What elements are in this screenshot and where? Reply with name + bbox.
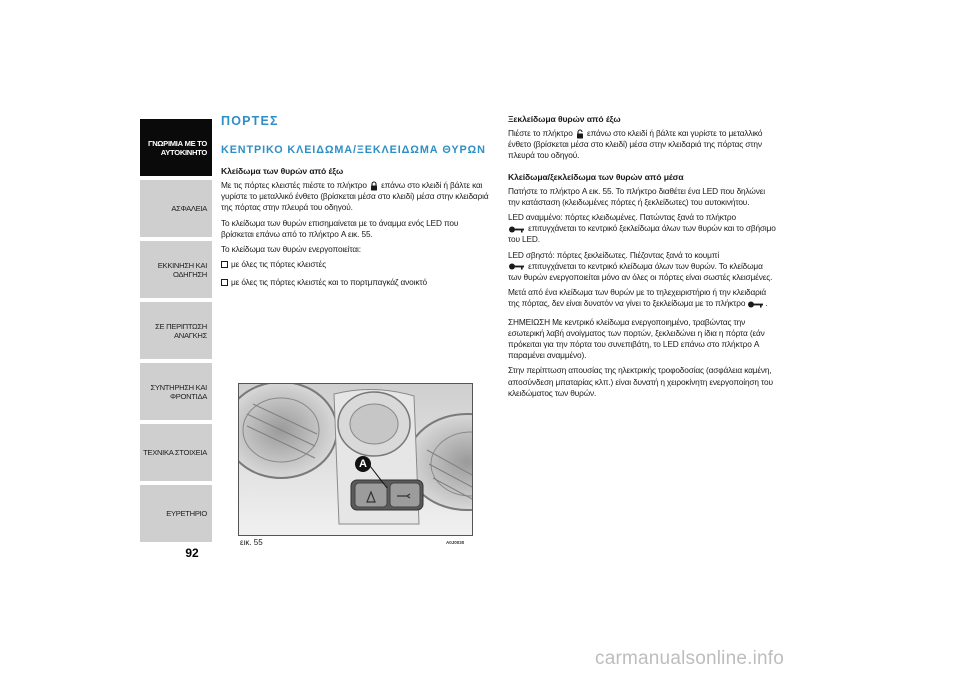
right-column	[508, 112, 778, 403]
tab-technical-data[interactable]: ΤΕΧΝΙΚΑ ΣΤΟΙΧΕΙΑ	[140, 422, 212, 481]
section-title: ΠΟΡΤΕΣ	[221, 114, 279, 128]
tab-index[interactable]: ΕΥΡΕΤΗΡΙΟ	[140, 483, 212, 542]
callout-a-badge: A	[355, 456, 371, 472]
paragraph-led-indication: Το κλείδωμα των θυρών επισημαίνεται με το άναμμα ενός LED που βρίσκεται επάνω από το πλήκτρο A εικ. 55.	[221, 217, 459, 239]
figure-caption: εικ. 55	[240, 538, 263, 547]
checkbox-bullet-icon	[221, 261, 228, 268]
paragraph-unlock-outside: Πιέστε το πλήκτρο επάνω στο κλειδί ή βάλτε και γυρίστε το μεταλλικό ένθετο (βρίσκεται μέσα στο κλειδί) μέσα στην κλειδαριά της πόρτας στην πλευρά του οδηγού.	[508, 128, 763, 161]
paragraph-after-remote-lock: Μετά από ένα κλείδωμα των θυρών με το τηλεχειριστήριο ή την κλειδαριά της πόρτας, δεν είναι δυνατόν να γίνει το ξεκλείδωμα με το πλήκτρο .	[508, 287, 768, 309]
list-item: με όλες τις πόρτες κλειστές και το πορτμπαγκάζ ανοικτό	[221, 277, 489, 292]
paragraph-lock-outside: Με τις πόρτες κλειστές πιέστε το πλήκτρο επάνω στο κλειδί ή βάλτε και γυρίστε το μεταλλικό ένθετο (βρίσκεται μέσα στο κλειδί) μέσα στην κλειδαριά της πόρτας στην πλευρά του οδηγού.	[221, 180, 489, 213]
paragraph-led-off: LED σβηστό: πόρτες ξεκλείδωτες. Πιέζοντας ξανά το κουμπί επιτυγχάνεται το κεντρικό κλείδωμα όλων των θυρών. Το κλείδωμα των θυρών ενεργοποιείται μόνο αν όλες οι πόρτες είναι σωστές κλεισμένες.	[508, 249, 773, 283]
heading-lock-outside: Κλείδωμα των θυρών από έξω	[221, 166, 344, 176]
checkbox-bullet-icon	[221, 279, 228, 286]
figure-code: A0J0030	[446, 540, 465, 545]
figure-door-lock-button	[238, 383, 473, 536]
paragraph-activation: Το κλείδωμα των θυρών ενεργοποιείται:	[221, 244, 361, 255]
tab-starting-driving[interactable]: ΕΚΚΙΝΗΣΗ ΚΑΙ ΟΔΗΓΗΣΗ	[140, 239, 212, 298]
left-column	[221, 112, 489, 296]
tab-getting-to-know-car[interactable]: ΓΝΩΡΙΜΙΑ ΜΕ ΤΟ ΑΥΤΟΚΙΝΗΤΟ	[140, 117, 212, 176]
paragraph-power-absence: Στην περίπτωση απουσίας της ηλεκτρικής τροφοδοσίας (ασφάλεια καμένη, αποσύνδεση μπαταρίας κλπ.) είναι δυνατή η χειροκίνητη ενεργοποίηση του κλειδώματος των θυρών.	[508, 365, 773, 398]
key-icon	[747, 300, 765, 309]
padlock-icon	[369, 181, 379, 191]
tab-maintenance[interactable]: ΣΥΝΤΗΡΗΣΗ ΚΑΙ ΦΡΟΝΤΙΔΑ	[140, 361, 212, 420]
heading-lock-inside: Κλείδωμα/ξεκλείδωμα των θυρών από μέσα	[508, 171, 684, 182]
key-icon	[508, 262, 526, 271]
tab-safety[interactable]: ΑΣΦΑΛΕΙΑ	[140, 178, 212, 237]
padlock-open-icon	[575, 129, 585, 139]
paragraph-note: ΣΗΜΕΙΩΣΗ Με κεντρικό κλείδωμα ενεργοποιημένο, τραβώντας την εσωτερική λαβή ανοίγματος των πορτών, ξεκλειδώνει η ίδια η πόρτα (εάν πρόκειται για την πόρτα του συνεπιβάτη, το LED επάνω στο πλήκτρο A παραμένει αναμμένο).	[508, 316, 765, 361]
page-number: 92	[185, 546, 199, 560]
tab-emergency[interactable]: ΣΕ ΠΕΡΙΠΤΩΣΗ ΑΝΑΓΚΗΣ	[140, 300, 212, 359]
watermark: carmanualsonline.info	[595, 648, 785, 669]
paragraph-press-button: Πατήστε το πλήκτρο A εικ. 55. Το πλήκτρο διαθέτει ένα LED που δηλώνει την κατάσταση (κλειδωμένες πόρτες ή ξεκλείδωτες) του αυτοκινήτου.	[508, 185, 765, 207]
key-icon	[508, 225, 526, 234]
list-item: με όλες τις πόρτες κλειστές	[221, 259, 489, 274]
heading-unlock-outside: Ξεκλείδωμα θυρών από έξω	[508, 114, 621, 124]
paragraph-led-on: LED αναμμένο: πόρτες κλειδωμένες. Πατώντας ξανά το πλήκτρο επιτυγχάνεται το κεντρικό ξεκλείδωμα όλων των θυρών και το σβήσιμο του LED.	[508, 212, 776, 245]
section-subtitle: ΚΕΝΤΡΙΚΟ ΚΛΕΙΔΩΜΑ/ΞΕΚΛΕΙΔΩΜΑ ΘΥΡΩΝ	[221, 144, 486, 156]
